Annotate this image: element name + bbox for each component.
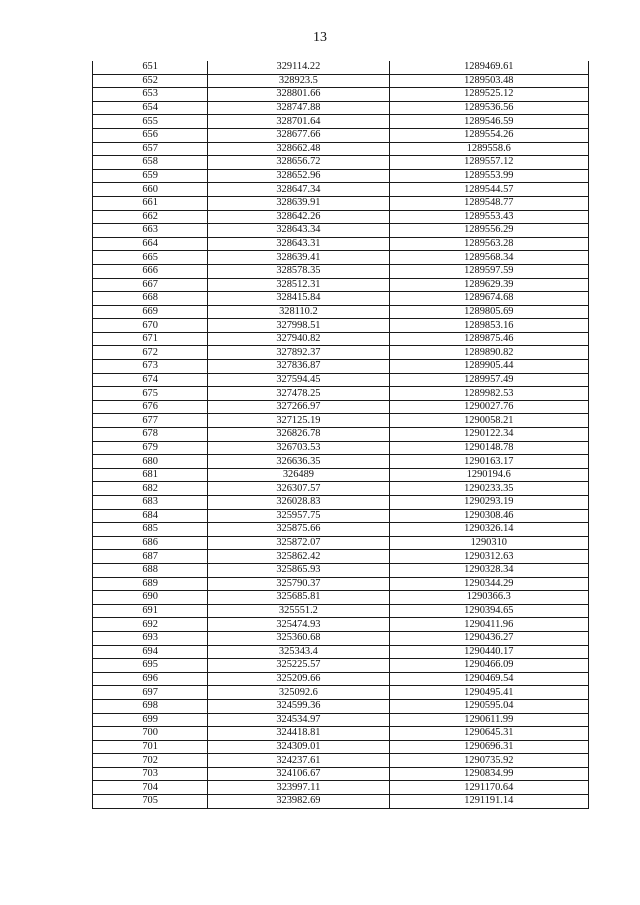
y-coordinate-cell: 1289557.12: [389, 156, 588, 170]
point-number-cell: 671: [93, 332, 208, 346]
x-coordinate-cell: 327836.87: [208, 360, 389, 374]
y-coordinate-cell: 1290310: [389, 536, 588, 550]
y-coordinate-cell: 1289957.49: [389, 373, 588, 387]
y-coordinate-cell: 1290436.27: [389, 631, 588, 645]
y-coordinate-cell: 1290595.04: [389, 699, 588, 713]
x-coordinate-cell: 328643.34: [208, 224, 389, 238]
table-row: [93, 672, 589, 686]
point-number-cell: 679: [93, 441, 208, 455]
y-coordinate-cell: 1290834.99: [389, 767, 588, 781]
point-number-cell: 677: [93, 414, 208, 428]
point-number-cell: 701: [93, 740, 208, 754]
table-row: [93, 645, 589, 659]
y-coordinate-cell: 1290058.21: [389, 414, 588, 428]
y-coordinate-cell: 1291191.14: [389, 795, 588, 809]
x-coordinate-cell: 324418.81: [208, 727, 389, 741]
y-coordinate-cell: 1290366.3: [389, 591, 588, 605]
table-row: [93, 128, 589, 142]
table-row: [93, 686, 589, 700]
table-row: [93, 101, 589, 115]
page-number: 13: [313, 30, 327, 45]
point-number-cell: 661: [93, 196, 208, 210]
x-coordinate-cell: 325685.81: [208, 591, 389, 605]
table-row: [93, 795, 589, 809]
x-coordinate-cell: 324534.97: [208, 713, 389, 727]
y-coordinate-cell: 1289554.26: [389, 128, 588, 142]
table-row: [93, 577, 589, 591]
table-row: [93, 251, 589, 265]
y-coordinate-cell: 1290495.41: [389, 686, 588, 700]
point-number-cell: 688: [93, 563, 208, 577]
x-coordinate-cell: 327478.25: [208, 387, 389, 401]
x-coordinate-cell: 328656.72: [208, 156, 389, 170]
y-coordinate-cell: 1289674.68: [389, 292, 588, 306]
x-coordinate-cell: 328639.41: [208, 251, 389, 265]
x-coordinate-cell: 324237.61: [208, 754, 389, 768]
table-row: [93, 210, 589, 224]
y-coordinate-cell: 1290394.65: [389, 604, 588, 618]
x-coordinate-cell: 328662.48: [208, 142, 389, 156]
point-number-cell: 678: [93, 428, 208, 442]
y-coordinate-cell: 1289982.53: [389, 387, 588, 401]
y-coordinate-cell: 1289544.57: [389, 183, 588, 197]
x-coordinate-cell: 328415.84: [208, 292, 389, 306]
coordinates-table: [92, 61, 589, 809]
x-coordinate-cell: 328747.88: [208, 101, 389, 115]
table-row: [93, 441, 589, 455]
y-coordinate-cell: 1290611.99: [389, 713, 588, 727]
table-row: [93, 631, 589, 645]
table-row: [93, 713, 589, 727]
y-coordinate-cell: 1289597.59: [389, 264, 588, 278]
table-row: [93, 727, 589, 741]
x-coordinate-cell: 323997.11: [208, 781, 389, 795]
x-coordinate-cell: 328923.5: [208, 74, 389, 88]
point-number-cell: 681: [93, 468, 208, 482]
y-coordinate-cell: 1289556.29: [389, 224, 588, 238]
point-number-cell: 656: [93, 128, 208, 142]
x-coordinate-cell: 328512.31: [208, 278, 389, 292]
table-row: [93, 183, 589, 197]
x-coordinate-cell: 325092.6: [208, 686, 389, 700]
point-number-cell: 651: [93, 61, 208, 74]
x-coordinate-cell: 325209.66: [208, 672, 389, 686]
table-row: [93, 591, 589, 605]
x-coordinate-cell: 328652.96: [208, 169, 389, 183]
y-coordinate-cell: 1290163.17: [389, 455, 588, 469]
point-number-cell: 653: [93, 88, 208, 102]
point-number-cell: 695: [93, 659, 208, 673]
table-row: [93, 332, 589, 346]
point-number-cell: 689: [93, 577, 208, 591]
y-coordinate-cell: 1290194.6: [389, 468, 588, 482]
x-coordinate-cell: 326489: [208, 468, 389, 482]
table-row: [93, 373, 589, 387]
point-number-cell: 667: [93, 278, 208, 292]
y-coordinate-cell: 1290308.46: [389, 509, 588, 523]
table-row: [93, 142, 589, 156]
point-number-cell: 672: [93, 346, 208, 360]
y-coordinate-cell: 1289805.69: [389, 305, 588, 319]
y-coordinate-cell: 1289536.56: [389, 101, 588, 115]
point-number-cell: 703: [93, 767, 208, 781]
y-coordinate-cell: 1290469.54: [389, 672, 588, 686]
point-number-cell: 658: [93, 156, 208, 170]
point-number-cell: 660: [93, 183, 208, 197]
y-coordinate-cell: 1290326.14: [389, 523, 588, 537]
x-coordinate-cell: 326028.83: [208, 496, 389, 510]
table-row: [93, 618, 589, 632]
table-row: [93, 61, 589, 74]
point-number-cell: 666: [93, 264, 208, 278]
point-number-cell: 705: [93, 795, 208, 809]
x-coordinate-cell: 325551.2: [208, 604, 389, 618]
x-coordinate-cell: 325872.07: [208, 536, 389, 550]
x-coordinate-cell: 325875.66: [208, 523, 389, 537]
point-number-cell: 704: [93, 781, 208, 795]
y-coordinate-cell: 1289553.43: [389, 210, 588, 224]
point-number-cell: 702: [93, 754, 208, 768]
table-row: [93, 523, 589, 537]
y-coordinate-cell: 1290411.96: [389, 618, 588, 632]
y-coordinate-cell: 1290122.34: [389, 428, 588, 442]
table-row: [93, 482, 589, 496]
x-coordinate-cell: 326703.53: [208, 441, 389, 455]
y-coordinate-cell: 1290233.35: [389, 482, 588, 496]
y-coordinate-cell: 1290148.78: [389, 441, 588, 455]
x-coordinate-cell: 326636.35: [208, 455, 389, 469]
x-coordinate-cell: 325343.4: [208, 645, 389, 659]
y-coordinate-cell: 1289525.12: [389, 88, 588, 102]
table-row: [93, 767, 589, 781]
table-row: [93, 88, 589, 102]
table-row: [93, 346, 589, 360]
point-number-cell: 697: [93, 686, 208, 700]
point-number-cell: 655: [93, 115, 208, 129]
table-row: [93, 563, 589, 577]
y-coordinate-cell: 1290466.09: [389, 659, 588, 673]
y-coordinate-cell: 1290440.17: [389, 645, 588, 659]
table-row: [93, 414, 589, 428]
table-row: [93, 699, 589, 713]
point-number-cell: 654: [93, 101, 208, 115]
y-coordinate-cell: 1290344.29: [389, 577, 588, 591]
x-coordinate-cell: 325865.93: [208, 563, 389, 577]
point-number-cell: 662: [93, 210, 208, 224]
y-coordinate-cell: 1289558.6: [389, 142, 588, 156]
table-row: [93, 224, 589, 238]
point-number-cell: 673: [93, 360, 208, 374]
y-coordinate-cell: 1290645.31: [389, 727, 588, 741]
x-coordinate-cell: 324309.01: [208, 740, 389, 754]
table-row: [93, 237, 589, 251]
x-coordinate-cell: 329114.22: [208, 61, 389, 74]
table-row: [93, 387, 589, 401]
y-coordinate-cell: 1290696.31: [389, 740, 588, 754]
table-row: [93, 115, 589, 129]
point-number-cell: 659: [93, 169, 208, 183]
point-number-cell: 676: [93, 400, 208, 414]
table-row: [93, 305, 589, 319]
x-coordinate-cell: 327892.37: [208, 346, 389, 360]
table-row: [93, 360, 589, 374]
y-coordinate-cell: 1289553.99: [389, 169, 588, 183]
point-number-cell: 685: [93, 523, 208, 537]
point-number-cell: 686: [93, 536, 208, 550]
table-row: [93, 659, 589, 673]
point-number-cell: 665: [93, 251, 208, 265]
table-row: [93, 550, 589, 564]
x-coordinate-cell: 324106.67: [208, 767, 389, 781]
x-coordinate-cell: 328647.34: [208, 183, 389, 197]
table-row: [93, 754, 589, 768]
y-coordinate-cell: 1291170.64: [389, 781, 588, 795]
table-row: [93, 292, 589, 306]
x-coordinate-cell: 326307.57: [208, 482, 389, 496]
x-coordinate-cell: 327940.82: [208, 332, 389, 346]
point-number-cell: 682: [93, 482, 208, 496]
table-row: [93, 740, 589, 754]
y-coordinate-cell: 1289853.16: [389, 319, 588, 333]
y-coordinate-cell: 1290027.76: [389, 400, 588, 414]
point-number-cell: 692: [93, 618, 208, 632]
table-row: [93, 156, 589, 170]
coordinates-table-body: [93, 61, 589, 808]
x-coordinate-cell: 328643.31: [208, 237, 389, 251]
table-row: [93, 455, 589, 469]
table-row: [93, 604, 589, 618]
y-coordinate-cell: 1290328.34: [389, 563, 588, 577]
x-coordinate-cell: 328701.64: [208, 115, 389, 129]
y-coordinate-cell: 1289890.82: [389, 346, 588, 360]
y-coordinate-cell: 1289875.46: [389, 332, 588, 346]
y-coordinate-cell: 1289548.77: [389, 196, 588, 210]
y-coordinate-cell: 1289469.61: [389, 61, 588, 74]
point-number-cell: 691: [93, 604, 208, 618]
table-row: [93, 536, 589, 550]
y-coordinate-cell: 1289568.34: [389, 251, 588, 265]
table-row: [93, 319, 589, 333]
x-coordinate-cell: 327998.51: [208, 319, 389, 333]
point-number-cell: 675: [93, 387, 208, 401]
x-coordinate-cell: 323982.69: [208, 795, 389, 809]
point-number-cell: 694: [93, 645, 208, 659]
table-row: [93, 468, 589, 482]
x-coordinate-cell: 325474.93: [208, 618, 389, 632]
x-coordinate-cell: 327266.97: [208, 400, 389, 414]
point-number-cell: 663: [93, 224, 208, 238]
table-row: [93, 278, 589, 292]
table-row: [93, 428, 589, 442]
table-row: [93, 169, 589, 183]
point-number-cell: 690: [93, 591, 208, 605]
x-coordinate-cell: 328642.26: [208, 210, 389, 224]
y-coordinate-cell: 1290293.19: [389, 496, 588, 510]
table-row: [93, 400, 589, 414]
x-coordinate-cell: 325360.68: [208, 631, 389, 645]
point-number-cell: 669: [93, 305, 208, 319]
x-coordinate-cell: 326826.78: [208, 428, 389, 442]
y-coordinate-cell: 1289563.28: [389, 237, 588, 251]
point-number-cell: 698: [93, 699, 208, 713]
point-number-cell: 670: [93, 319, 208, 333]
point-number-cell: 664: [93, 237, 208, 251]
x-coordinate-cell: 325790.37: [208, 577, 389, 591]
point-number-cell: 668: [93, 292, 208, 306]
point-number-cell: 657: [93, 142, 208, 156]
point-number-cell: 700: [93, 727, 208, 741]
y-coordinate-cell: 1289546.59: [389, 115, 588, 129]
point-number-cell: 696: [93, 672, 208, 686]
y-coordinate-cell: 1289503.48: [389, 74, 588, 88]
x-coordinate-cell: 328677.66: [208, 128, 389, 142]
y-coordinate-cell: 1290735.92: [389, 754, 588, 768]
point-number-cell: 680: [93, 455, 208, 469]
x-coordinate-cell: 325862.42: [208, 550, 389, 564]
point-number-cell: 699: [93, 713, 208, 727]
x-coordinate-cell: 328110.2: [208, 305, 389, 319]
y-coordinate-cell: 1289629.39: [389, 278, 588, 292]
x-coordinate-cell: 328639.91: [208, 196, 389, 210]
y-coordinate-cell: 1289905.44: [389, 360, 588, 374]
point-number-cell: 687: [93, 550, 208, 564]
x-coordinate-cell: 327125.19: [208, 414, 389, 428]
point-number-cell: 674: [93, 373, 208, 387]
table-row: [93, 74, 589, 88]
x-coordinate-cell: 324599.36: [208, 699, 389, 713]
table-row: [93, 196, 589, 210]
table-row: [93, 264, 589, 278]
point-number-cell: 683: [93, 496, 208, 510]
x-coordinate-cell: 328578.35: [208, 264, 389, 278]
x-coordinate-cell: 325957.75: [208, 509, 389, 523]
table-row: [93, 496, 589, 510]
x-coordinate-cell: 327594.45: [208, 373, 389, 387]
y-coordinate-cell: 1290312.63: [389, 550, 588, 564]
table-row: [93, 509, 589, 523]
point-number-cell: 652: [93, 74, 208, 88]
x-coordinate-cell: 328801.66: [208, 88, 389, 102]
table-row: [93, 781, 589, 795]
point-number-cell: 684: [93, 509, 208, 523]
point-number-cell: 693: [93, 631, 208, 645]
x-coordinate-cell: 325225.57: [208, 659, 389, 673]
